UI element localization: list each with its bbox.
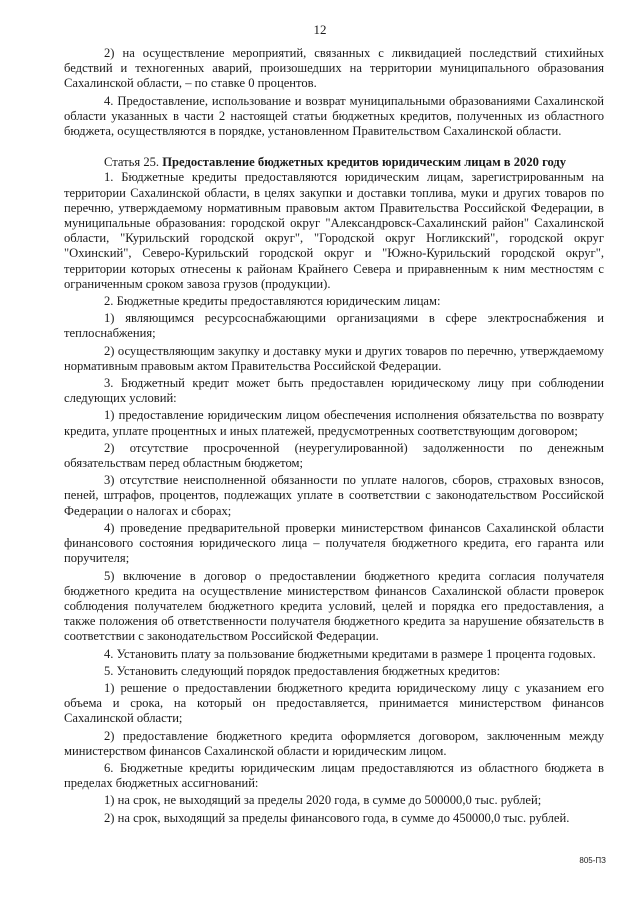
paragraph: 4. Установить плату за пользование бюджетными кредитами в размере 1 процента годовых.	[104, 646, 596, 661]
paragraph: 3. Бюджетный кредит может быть предоставлен юридическому лицу при соблюдении следующих условий:	[64, 376, 604, 406]
article-title: Предоставление бюджетных кредитов юридическим лицам в 2020 году	[162, 155, 567, 170]
paragraph: 2) предоставление бюджетного кредита оформляется договором, заключенным между министерством финансов Сахалинской области и юридическим лицом.	[64, 728, 604, 758]
article-prefix: Статья 25.	[104, 155, 163, 170]
paragraph: 1. Бюджетные кредиты предоставляются юридическим лицам, зарегистрированным на территории Сахалинской области, в целях закупки и доставки топлива, муки и других товаров по перечню, утверждаемому нормативным правовым актом Правительства Российской Федерации, в муниципальные образования: городской округ "Александровск-Сахалинский район" Сахалинской области, "Курильский городской округ", "Городской округ Ногликский", городской округ "Охинский", Северо-Курильский городской округ и "Южно-Курильский городской округ", территории которых отнесены к районам Крайнего Севера и приравненным к ним местностям с ограниченным сроком завоза грузов (продукции).	[64, 170, 604, 291]
paragraph: 4) проведение предварительной проверки министерством финансов Сахалинской области финансового состояния юридического лица – получателя бюджетного кредита, его гаранта или поручителя;	[64, 520, 604, 566]
paragraph: 4. Предоставление, использование и возврат муниципальными образованиями Сахалинской области указанных в части 2 настоящей статьи бюджетных кредитов, полученных из областного бюджета, осуществляются в порядке, установленном Правительством Сахалинской области.	[64, 93, 604, 139]
page-number: 12	[313, 22, 327, 37]
paragraph: 5. Установить следующий порядок предоставления бюджетных кредитов:	[104, 663, 501, 678]
paragraph: 1) решение о предоставлении бюджетного кредита юридическому лицу с указанием его объема и срока, на который он предоставляется, принимается министерством финансов Сахалинской области;	[64, 680, 604, 726]
paragraph: 6. Бюджетные кредиты юридическим лицам предоставляются из областного бюджета в пределах бюджетных ассигнований:	[64, 760, 604, 791]
paragraph: 1) на срок, не выходящий за пределы 2020 года, в сумме до 500000,0 тыс. рублей;	[104, 793, 542, 808]
article-heading	[64, 155, 604, 170]
paragraph: 2) на срок, выходящий за пределы финансового года, в сумме до 450000,0 тыс. рублей.	[104, 810, 570, 825]
paragraph: 1) предоставление юридическим лицом обеспечения исполнения обязательства по возврату кредита, уплате процентных и иных платежей, предусмотренных соответствующим договором;	[64, 408, 604, 438]
paragraph: 3) отсутствие неисполненной обязанности по уплате налогов, сборов, страховых взносов, пеней, штрафов, процентов, подлежащих уплате в соответствии с законодательством Российской Федерации о налогах и сборах;	[64, 473, 604, 518]
paragraph: 5) включение в договор о предоставлении бюджетного кредита согласия получателя бюджетного кредита на осуществление министерством финансов Сахалинской области проверок соблюдения получателем бюджетного кредита условий, целей и порядка его предоставления, а также положения об ответственности получателя бюджетного кредита за нарушение обязательств в соответствии с законодательством Российской Федерации.	[64, 568, 604, 644]
paragraph: 1) являющимся ресурсоснабжающими организациями в сфере электроснабжения и теплоснабжения;	[64, 311, 604, 341]
document-body	[64, 46, 604, 828]
paragraph: 2) отсутствие просроченной (неурегулированной) задолженности по денежным обязательствам перед областным бюджетом;	[64, 440, 604, 471]
document-code: 805-ПЗ	[579, 856, 606, 865]
paragraph: 2) на осуществление мероприятий, связанных с ликвидацией последствий стихийных бедствий и техногенных аварий, произошедших на территории муниципального образования Сахалинской области, – по ставке 0 процентов.	[64, 46, 604, 91]
paragraph: 2. Бюджетные кредиты предоставляются юридическим лицам:	[104, 294, 441, 309]
paragraph: 2) осуществляющим закупку и доставку муки и других товаров по перечню, утверждаемому нормативным правовым актом Правительства Российской Федерации.	[64, 343, 604, 373]
